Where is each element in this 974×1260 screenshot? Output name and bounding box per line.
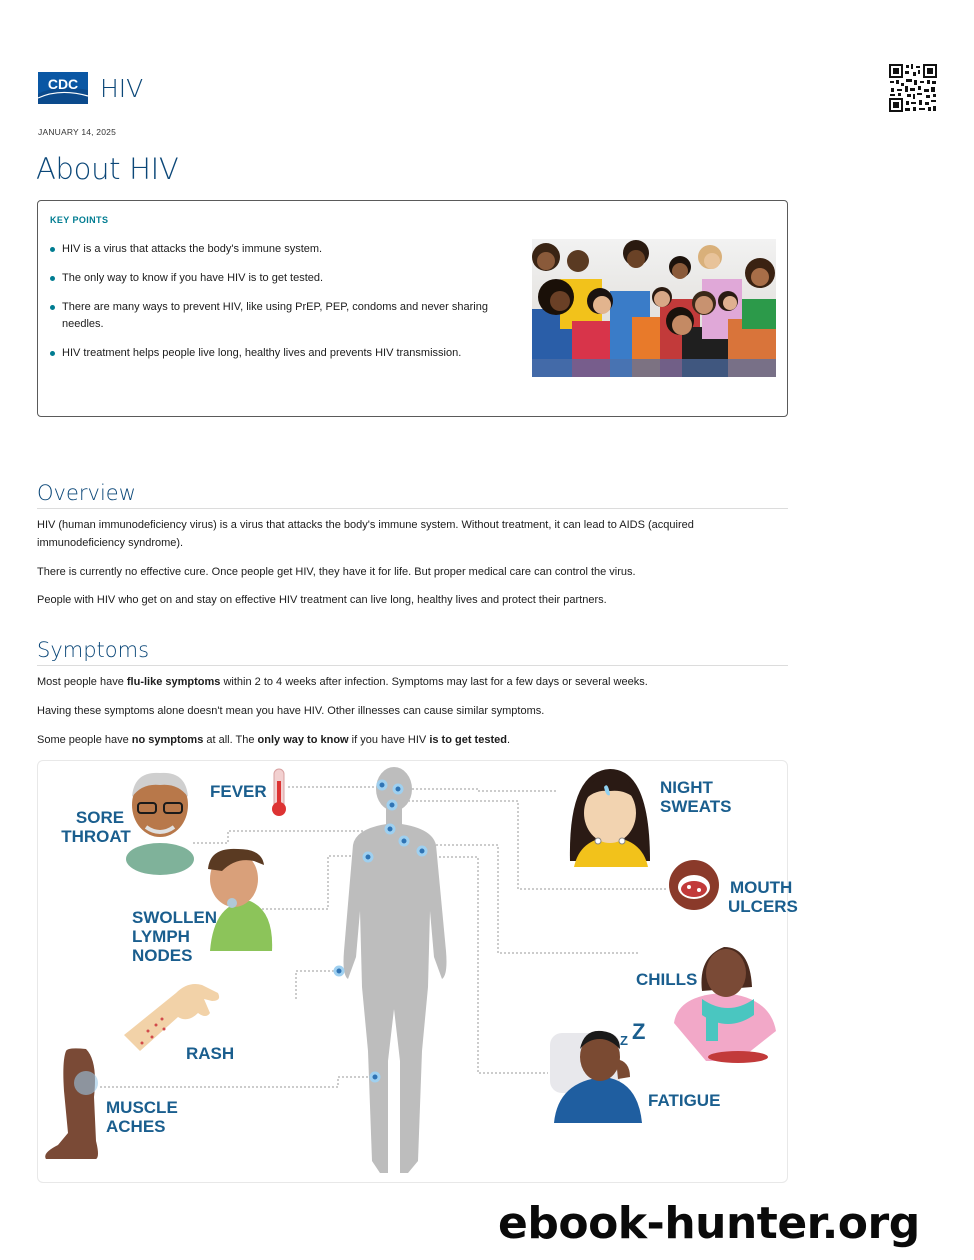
swollen-lymph-nodes-label: SWOLLEN xyxy=(132,908,217,927)
muscle-aches-label: MUSCLE xyxy=(106,1098,178,1117)
key-point-item: HIV is a virus that attacks the body's immune system. xyxy=(50,241,520,258)
zzz-small-icon: Z xyxy=(620,1033,628,1048)
fever-label: FEVER xyxy=(210,782,267,801)
fatigue-illustration xyxy=(550,1031,642,1123)
rash-arm-illustration xyxy=(124,984,219,1051)
qr-code-icon xyxy=(889,64,937,112)
chills-illustration xyxy=(674,947,776,1063)
fatigue-label: FATIGUE xyxy=(648,1091,721,1110)
sore-throat-illustration xyxy=(126,773,194,875)
watermark: ebook-hunter.org xyxy=(498,1198,920,1249)
key-point-item: HIV treatment helps people live long, healthy lives and prevents HIV transmission. xyxy=(50,345,520,362)
key-points-heading: KEY POINTS xyxy=(50,215,109,225)
key-point-item: There are many ways to prevent HIV, like using PrEP, PEP, condoms and never sharing needles. xyxy=(50,299,520,333)
symptoms-paragraph: Some people have no symptoms at all. The only way to know if you have HIV is to get tested. xyxy=(37,734,511,746)
symptoms-heading: Symptoms xyxy=(37,638,788,666)
overview-paragraph: HIV (human immunodeficiency virus) is a virus that attacks the body's immune system. Without treatment, it can lead to AIDS (acquired immunodeficiency syndrome). xyxy=(37,519,694,549)
site-title[interactable]: HIV xyxy=(100,73,144,103)
rash-label: RASH xyxy=(186,1044,235,1063)
key-points-list xyxy=(50,241,520,374)
overview-heading: Overview xyxy=(37,481,788,509)
symptoms-paragraph: Most people have flu-like symptoms within 2 to 4 weeks after infection. Symptoms may last for a few days or several weeks. xyxy=(37,676,648,688)
key-points-box xyxy=(37,200,788,417)
sore-throat-label: THROAT xyxy=(61,827,131,846)
night-sweats-label: SWEATS xyxy=(660,797,732,816)
overview-paragraph: There is currently no effective cure. Once people get HIV, they have it for life. But proper medical care can control the virus. xyxy=(37,566,636,578)
svg-text:CDC: CDC xyxy=(47,76,79,92)
night-sweats-label: NIGHT xyxy=(660,778,713,797)
night-sweats-illustration xyxy=(570,769,650,867)
key-point-item: The only way to know if you have HIV is to get tested. xyxy=(50,270,520,287)
chills-label: CHILLS xyxy=(636,970,698,989)
thermometer-icon xyxy=(272,769,286,816)
zzz-big-icon: Z xyxy=(632,1019,646,1044)
cdc-logo-icon[interactable] xyxy=(38,72,88,104)
mouth-ulcers-illustration xyxy=(669,860,719,910)
symptoms-infographic xyxy=(37,760,798,1183)
swollen-lymph-nodes-label: NODES xyxy=(132,946,193,965)
publish-date: JANUARY 14, 2025 xyxy=(38,127,117,137)
mouth-ulcers-label: ULCERS xyxy=(728,897,798,916)
sore-throat-label: SORE xyxy=(75,808,125,827)
overview-paragraph: People with HIV who get on and stay on effective HIV treatment can live long, healthy lives and protect their partners. xyxy=(37,594,607,606)
page-title: About HIV xyxy=(36,152,179,186)
swollen-lymph-nodes-label: LYMPH xyxy=(132,927,190,946)
site-header xyxy=(38,72,143,104)
muscle-aches-leg-illustration xyxy=(45,1048,98,1159)
mouth-ulcers-label: MOUTH xyxy=(730,878,793,897)
swollen-lymph-nodes-illustration xyxy=(208,849,272,951)
muscle-aches-label: ACHES xyxy=(106,1117,166,1136)
symptoms-paragraph: Having these symptoms alone doesn't mean you have HIV. Other illnesses can cause similar symptoms. xyxy=(37,705,545,717)
group-photo-image xyxy=(532,239,776,377)
